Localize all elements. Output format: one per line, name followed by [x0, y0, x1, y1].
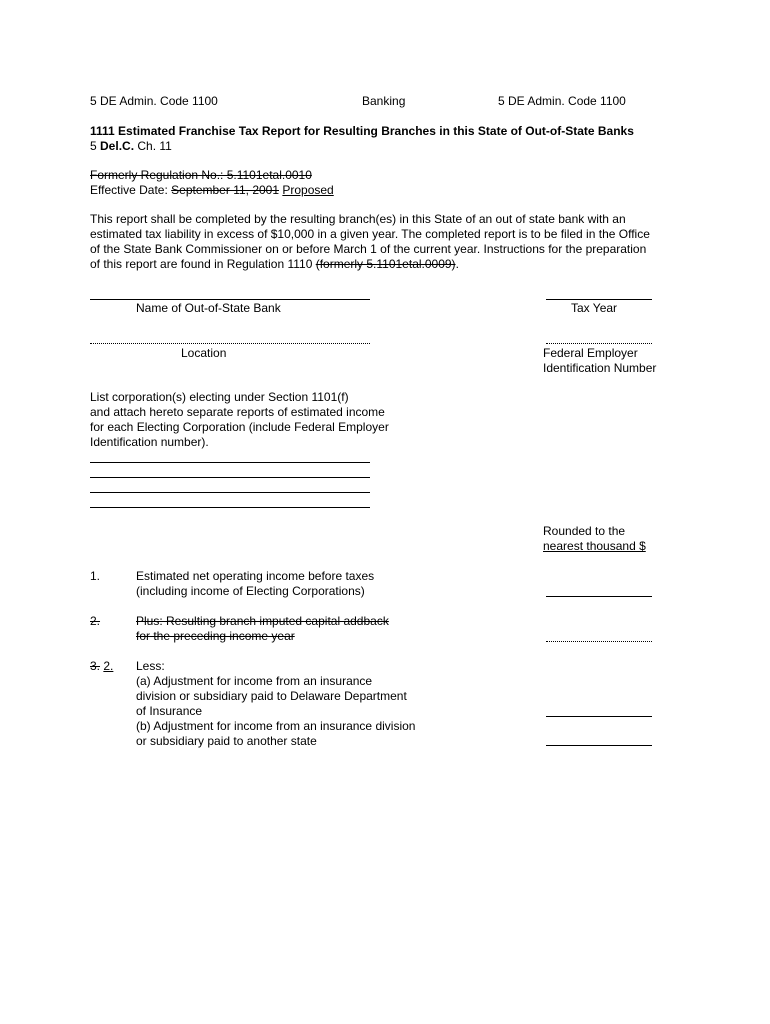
fein-label-line-1: Federal Employer: [543, 346, 638, 360]
location-label: Location: [181, 346, 227, 360]
rounded-line-2: nearest thousand $: [543, 539, 646, 553]
item-3-old-number: 3.: [90, 659, 101, 673]
item-2-amount-line: [546, 641, 652, 642]
electing-corp-field-1[interactable]: [90, 449, 370, 463]
electing-corp-field-2[interactable]: [90, 464, 370, 478]
item-3-line-4: of Insurance: [136, 704, 203, 718]
electing-corp-field-3[interactable]: [90, 479, 370, 493]
item-3-new-number: 2.: [103, 659, 114, 673]
electing-corp-field-4[interactable]: [90, 494, 370, 508]
regulation-title: 1111 Estimated Franchise Tax Report for Resulting Branches in this State of Out-of-State Banks: [90, 124, 634, 138]
item-1-amount-field[interactable]: [546, 583, 652, 597]
item-3-line-5: (b) Adjustment for income from an insurance division: [136, 719, 416, 733]
electing-corp-line: [90, 462, 370, 463]
header-left: 5 DE Admin. Code 1100: [90, 94, 218, 108]
intro-line-1: This report shall be completed by the resulting branch(es) in this State of an out of state bank with an: [90, 212, 626, 226]
effective-old-date: September 11, 2001: [171, 183, 280, 197]
item-1-line-1: Estimated net operating income before taxes: [136, 569, 375, 583]
bank-name-label: Name of Out-of-State Bank: [136, 301, 281, 315]
item-1-amount-line: [546, 596, 652, 597]
intro-line-4-start: of this report are found in Regulation 1110: [90, 257, 316, 271]
intro-line-4: [90, 257, 459, 272]
item-3-line-6: or subsidiary paid to another state: [136, 734, 317, 748]
fein-label-line-2: Identification Number: [543, 361, 657, 375]
electing-corp-line: [90, 492, 370, 493]
tax-year-line: [546, 299, 652, 300]
item-2-number: 2.: [90, 614, 101, 628]
electing-line-4: Identification number).: [90, 435, 209, 449]
location-line: [90, 343, 370, 344]
item-3b-amount-line: [546, 745, 652, 746]
intro-line-2: estimated tax liability in excess of $10,000 in a given year. The completed report is to be filed in the Office: [90, 227, 650, 241]
item-3a-amount-line: [546, 716, 652, 717]
item-2-line-1: Plus: Resulting branch imputed capital addback: [136, 614, 389, 628]
intro-line-4-struck: (formerly 5.1101etal.0009): [315, 257, 456, 271]
fein-field[interactable]: [546, 330, 652, 344]
effective-proposed: Proposed: [282, 183, 334, 197]
intro-line-4-end: .: [455, 257, 459, 271]
citation-code: Del.C.: [100, 139, 135, 153]
rounded-line-1: Rounded to the: [543, 524, 626, 538]
item-3-line-1: Less:: [136, 659, 165, 673]
header-right: 5 DE Admin. Code 1100: [498, 94, 626, 108]
electing-line-2: and attach hereto separate reports of estimated income: [90, 405, 385, 419]
item-2-amount-field[interactable]: [546, 628, 652, 642]
electing-line-3: for each Electing Corporation (include Federal Employer: [90, 420, 389, 434]
electing-line-1: List corporation(s) electing under Section 1101(f): [90, 390, 349, 404]
citation: [90, 139, 172, 154]
header-center: Banking: [362, 94, 406, 108]
tax-year-label: Tax Year: [571, 301, 618, 315]
electing-corp-line: [90, 477, 370, 478]
item-2-line-2: for the preceding income year: [136, 629, 295, 643]
bank-name-field[interactable]: [90, 286, 370, 300]
intro-line-3: of the State Bank Commissioner on or before March 1 of the current year. Instructions for the preparation: [90, 242, 647, 256]
item-3a-amount-field[interactable]: [546, 703, 652, 717]
item-3b-amount-field[interactable]: [546, 732, 652, 746]
citation-chapter: Ch. 11: [134, 139, 172, 153]
fein-line: [546, 343, 652, 344]
item-3-line-2: (a) Adjustment for income from an insurance: [136, 674, 373, 688]
tax-year-field[interactable]: [546, 286, 652, 300]
citation-prefix: 5: [90, 139, 101, 153]
bank-name-line: [90, 299, 370, 300]
effective-label: Effective Date:: [90, 183, 172, 197]
item-3-line-3: division or subsidiary paid to Delaware Department: [136, 689, 407, 703]
item-1-number: 1.: [90, 569, 101, 583]
electing-corp-line: [90, 507, 370, 508]
item-1-line-2: (including income of Electing Corporations): [136, 584, 365, 598]
item-3-number: [90, 659, 113, 674]
location-field[interactable]: [90, 330, 370, 344]
formerly-regulation: Formerly Regulation No.: 5.1101etal.0010: [90, 168, 312, 182]
effective-date: [90, 183, 334, 198]
